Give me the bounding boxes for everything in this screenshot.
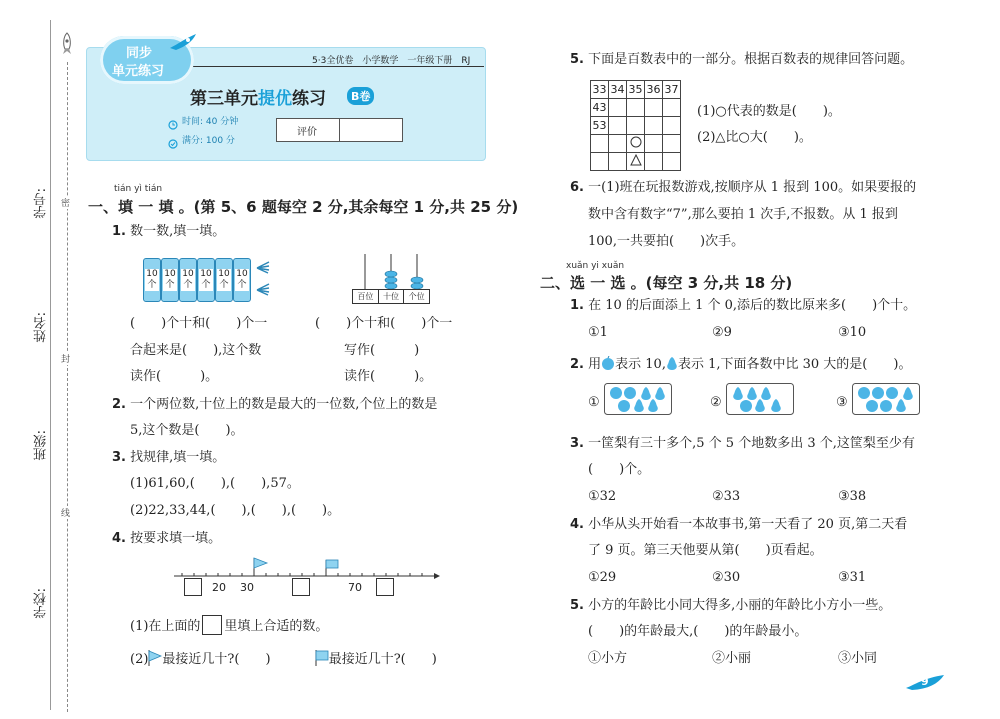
circle-icon bbox=[627, 135, 645, 153]
page-number: 9 bbox=[921, 675, 929, 688]
page-title-b: 提优 bbox=[258, 89, 292, 109]
c1-option-1[interactable]: ①1 bbox=[588, 325, 608, 340]
r-q6-number: 6. bbox=[570, 180, 584, 195]
bundle-5-label: 10 个 bbox=[218, 269, 230, 290]
bundle-2-label: 10 个 bbox=[164, 269, 176, 290]
binding-margin bbox=[0, 0, 80, 719]
tick-label-20: 20 bbox=[212, 581, 226, 594]
hc-cell-33: 33 bbox=[591, 81, 609, 99]
seal-char-xian: 线 bbox=[61, 506, 70, 519]
fruit-group-2 bbox=[726, 383, 794, 415]
c3-option-2[interactable]: ②33 bbox=[712, 489, 741, 504]
r-q5-number: 5. bbox=[570, 52, 584, 67]
section1-pinyin: tián yì tián bbox=[114, 184, 163, 194]
c5-option-2[interactable]: ②小丽 bbox=[712, 651, 752, 666]
page-number-badge bbox=[904, 672, 948, 692]
unit-badge-line1: 同步 bbox=[126, 46, 153, 61]
c3-number: 3. bbox=[570, 436, 584, 451]
q3-line2: (2)22,33,44,( ),( ),( )。 bbox=[130, 503, 341, 518]
evaluation-field[interactable] bbox=[340, 119, 402, 141]
q4-part1-b: 里填上合适的数。 bbox=[224, 619, 329, 634]
paper-tag-badge: B卷 bbox=[347, 87, 374, 105]
c2-text-a: 用 bbox=[588, 357, 602, 372]
hc-cell-34: 34 bbox=[609, 81, 627, 99]
tick-label-30: 30 bbox=[240, 581, 254, 594]
r-q5-answer2: (2)△比○大( )。 bbox=[697, 130, 812, 145]
header-top-rule bbox=[190, 66, 484, 67]
fruit-group-3 bbox=[852, 383, 920, 415]
r-q6-line3: 100,一共要拍( )次手。 bbox=[588, 234, 745, 249]
q1-line2-left: 合起来是( ),这个数 bbox=[130, 343, 262, 358]
q1-line3-left: 读作( )。 bbox=[130, 369, 219, 384]
c4-option-3[interactable]: ③31 bbox=[838, 570, 867, 585]
r-q6-line1 bbox=[570, 181, 916, 195]
q3-prompt: 找规律,填一填。 bbox=[130, 450, 226, 465]
page-title-a: 第三单元 bbox=[190, 89, 258, 109]
c1-number: 1. bbox=[570, 298, 584, 313]
c5-text-1: 小方的年龄比小同大得多,小丽的年龄比小方小一些。 bbox=[588, 598, 892, 613]
bundle-1-label: 10 个 bbox=[146, 269, 158, 290]
number-line-blank-2[interactable] bbox=[292, 578, 310, 596]
abacus-base bbox=[352, 289, 430, 304]
bundle-2 bbox=[161, 258, 179, 302]
hc-cell-37: 37 bbox=[663, 81, 681, 99]
seal-char-feng: 封 bbox=[61, 352, 70, 365]
c4-text-1: 小华从头开始看一本故事书,第一天看了 20 页,第二天看 bbox=[588, 517, 908, 532]
c5-line2: ( )的年龄最大,( )的年龄最小。 bbox=[588, 624, 808, 639]
q4-number: 4. bbox=[112, 531, 126, 546]
q4-part1 bbox=[130, 615, 328, 635]
q3-line1: (1)61,60,( ),( ),57。 bbox=[130, 476, 300, 491]
hc-cell-35: 35 bbox=[627, 81, 645, 99]
c1-prompt: 在 10 的后面添上 1 个 0,添后的数比原来多( )个十。 bbox=[588, 298, 917, 313]
abacus-tens: 十位 bbox=[379, 290, 405, 303]
bundle-4-label: 10 个 bbox=[200, 269, 212, 290]
number-line bbox=[172, 556, 442, 600]
c3-line2: ( )个。 bbox=[588, 462, 651, 477]
name-label: 姓名: bbox=[34, 312, 49, 343]
q1-line3-right: 读作( )。 bbox=[344, 369, 433, 384]
hundred-chart-grid bbox=[590, 80, 681, 171]
c2-option-1[interactable] bbox=[588, 383, 672, 419]
q3-number: 3. bbox=[112, 450, 126, 465]
c2-option-3-label: ③ bbox=[836, 395, 848, 410]
full-score: 满分: 100 分 bbox=[182, 136, 235, 146]
q4-prompt: 按要求填一填。 bbox=[130, 531, 222, 546]
inline-box-icon bbox=[202, 615, 222, 635]
q1-line1-right: ( )个十和( )个一 bbox=[315, 316, 453, 331]
stick-bundles bbox=[143, 258, 253, 302]
hc-cell-36: 36 bbox=[645, 81, 663, 99]
c3-text-1: 一筐梨有三十多个,5 个 5 个地数多出 3 个,这筐梨至少有 bbox=[588, 436, 915, 451]
q2-text-1: 一个两位数,十位上的数是最大的一位数,个位上的数是 bbox=[130, 397, 438, 412]
apple-icon bbox=[601, 356, 615, 370]
class-label: 班级: bbox=[34, 430, 49, 461]
number-line-blank-1[interactable] bbox=[184, 578, 202, 596]
q4-part2-b: 最接近几十?( ) bbox=[162, 652, 271, 667]
c4-option-2[interactable]: ②30 bbox=[712, 570, 741, 585]
book-meta: 5·3全优卷 小学数学 一年级下册 RJ bbox=[312, 56, 471, 66]
c2-option-3[interactable] bbox=[836, 383, 920, 419]
c1-option-2[interactable]: ②9 bbox=[712, 325, 732, 340]
student-id-label: 学号: bbox=[34, 188, 49, 219]
c4-number: 4. bbox=[570, 517, 584, 532]
r-q5-answer1: (1)○代表的数是( )。 bbox=[697, 104, 841, 119]
tick-label-70: 70 bbox=[348, 581, 362, 594]
evaluation-box bbox=[276, 118, 403, 142]
evaluation-label: 评价 bbox=[297, 127, 317, 138]
q1-line2-right: 写作( ) bbox=[344, 343, 420, 358]
r-q6-line2: 数中含有数字“7”,那么要拍 1 次手,不报数。从 1 报到 bbox=[588, 207, 898, 222]
check-icon bbox=[168, 134, 178, 153]
loose-sticks-icon bbox=[255, 260, 271, 304]
q3-text bbox=[112, 451, 225, 465]
triangle-flag-icon bbox=[148, 650, 162, 666]
c2-text-c: 表示 1,下面各数中比 30 大的是( )。 bbox=[677, 357, 912, 372]
hc-cell-43: 43 bbox=[591, 99, 609, 117]
time-limit: 时间: 40 分钟 bbox=[182, 117, 239, 127]
bundle-3 bbox=[179, 258, 197, 302]
section2-title: 二、选 一 选 。(每空 3 分,共 18 分) bbox=[540, 274, 793, 292]
pear-icon bbox=[666, 355, 678, 371]
section2-pinyin: xuǎn yi xuǎn bbox=[566, 261, 625, 271]
bundle-5 bbox=[215, 258, 233, 302]
c2-option-1-label: ① bbox=[588, 395, 600, 410]
q4-text bbox=[112, 532, 221, 546]
q4-part2 bbox=[130, 650, 437, 667]
q2-number: 2. bbox=[112, 397, 126, 412]
c3-line1 bbox=[570, 437, 915, 451]
q2-line1 bbox=[112, 398, 437, 412]
r-q5-text bbox=[570, 53, 913, 67]
bundle-3-label: 10 个 bbox=[182, 269, 194, 290]
bundle-4 bbox=[197, 258, 215, 302]
c3-option-1[interactable]: ①32 bbox=[588, 489, 617, 504]
c4-line2: 了 9 页。第三天他要从第( )页看起。 bbox=[588, 543, 823, 558]
bundle-1 bbox=[143, 258, 161, 302]
hc-cell-53: 53 bbox=[591, 117, 609, 135]
badge-rocket-icon bbox=[168, 32, 198, 56]
c2-option-2-label: ② bbox=[710, 395, 722, 410]
dashed-cut-line bbox=[67, 62, 68, 712]
triangle-icon bbox=[627, 153, 645, 171]
c1-text bbox=[570, 299, 916, 313]
q4-part1-a: (1)在上面的 bbox=[130, 619, 201, 634]
c2-text-b: 表示 10, bbox=[615, 357, 666, 372]
q1-prompt: 数一数,填一填。 bbox=[130, 224, 226, 239]
c5-option-3[interactable]: ③小同 bbox=[838, 651, 878, 666]
abacus-ones: 个位 bbox=[408, 292, 425, 301]
c2-option-2[interactable] bbox=[710, 383, 794, 419]
square-flag-icon bbox=[315, 650, 329, 666]
unit-badge-line2: 单元练习 bbox=[112, 64, 165, 79]
q2-line2: 5,这个数是( )。 bbox=[130, 423, 244, 438]
page-title-c: 练习 bbox=[292, 89, 326, 109]
r-q5-prompt: 下面是百数表中的一部分。根据百数表的规律回答问题。 bbox=[588, 52, 914, 67]
q1-line1-left: ( )个十和( )个一 bbox=[130, 316, 268, 331]
section1-title: 一、填 一 填 。(第 5、6 题每空 2 分,其余每空 1 分,共 25 分) bbox=[88, 198, 519, 216]
page-title bbox=[190, 84, 326, 109]
number-line-blank-3[interactable] bbox=[376, 578, 394, 596]
clock-icon bbox=[168, 115, 178, 134]
abacus-hundreds: 百位 bbox=[353, 290, 379, 303]
q1-text bbox=[112, 225, 225, 239]
c4-option-1[interactable]: ①29 bbox=[588, 570, 617, 585]
c3-option-3[interactable]: ③38 bbox=[838, 489, 867, 504]
bundle-6-label: 10 个 bbox=[236, 269, 248, 290]
c1-option-3[interactable]: ③10 bbox=[838, 325, 867, 340]
c5-option-1[interactable]: ①小方 bbox=[588, 651, 628, 666]
c4-line1 bbox=[570, 518, 907, 532]
c5-line1 bbox=[570, 599, 891, 613]
abacus bbox=[352, 252, 430, 304]
fruit-group-1 bbox=[604, 383, 672, 415]
school-label: 学校: bbox=[34, 588, 49, 619]
c5-number: 5. bbox=[570, 598, 584, 613]
r-q6-text-1: 一(1)班在玩报数游戏,按顺序从 1 报到 100。如果要报的 bbox=[588, 180, 917, 195]
c2-number: 2. bbox=[570, 357, 584, 372]
seal-char-mi: 密 bbox=[61, 196, 70, 209]
q1-number: 1. bbox=[112, 224, 126, 239]
rocket-icon bbox=[60, 32, 74, 56]
q4-part2-a: (2) bbox=[130, 652, 149, 667]
bundle-6 bbox=[233, 258, 251, 302]
c2-text bbox=[570, 355, 911, 372]
q4-part2-c: 最接近几十?( ) bbox=[328, 652, 437, 667]
